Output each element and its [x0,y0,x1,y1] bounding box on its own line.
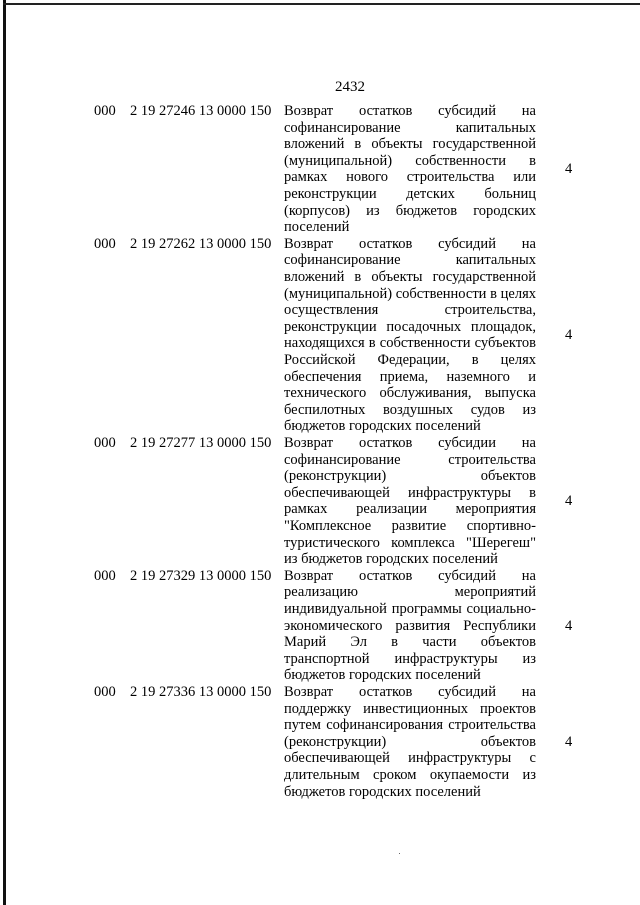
description-line: длительным сроком окупаемости из [284,766,536,783]
scan-left-edge [3,0,6,905]
description-line: поддержку инвестиционных проектов [284,700,536,717]
description-line: софинансирование капитальных [284,252,536,269]
description-line: (корпусов) из бюджетов городских [284,202,536,219]
description-line: Возврат остатков субсидий на [284,235,536,252]
amount-value: 4 [565,327,573,344]
admin-code: 000 [94,684,116,700]
description-line: обеспечивающей инфраструктуры с [284,750,536,767]
amount-value: 4 [565,733,573,750]
income-description [284,435,536,568]
amount-value: 4 [565,493,573,510]
description-line: обеспечивающей инфраструктуры в [284,484,536,501]
budget-classification-code: 2 19 27329 13 0000 150 [130,567,272,584]
admin-code: 000 [94,103,116,119]
amount-value: 4 [565,161,573,178]
budget-classification-code: 2 19 27246 13 0000 150 [130,103,272,119]
description-line: Возврат остатков субсидий на [284,567,536,584]
description-line: из бюджетов городских поселений [284,551,498,568]
description-line: рамках реализации мероприятия [284,501,536,518]
description-line: транспортной инфраструктуры из [284,650,536,667]
description-line: индивидуальной программы социально- [284,600,536,617]
description-line: Возврат остатков субсидий на [284,103,536,119]
admin-code: 000 [94,567,116,584]
description-line: вложений в объекты государственной [284,268,536,285]
scan-top-edge [3,3,640,5]
income-description [284,103,536,236]
description-line: Марий Эл в части объектов [284,634,536,651]
admin-code: 000 [94,235,116,252]
income-description [284,684,536,800]
description-line: реализацию мероприятий [284,584,536,601]
description-line: (реконструкции) объектов [284,468,536,485]
description-line: "Комплексное развитие спортивно- [284,517,536,534]
description-line: беспилотных воздушных судов из [284,401,536,418]
description-line: софинансирование капитальных [284,119,536,136]
description-line: бюджетов городских поселений [284,783,481,800]
budget-classification-code: 2 19 27277 13 0000 150 [130,435,272,451]
admin-code: 000 [94,435,116,451]
description-line: софинансирование строительства [284,451,536,468]
budget-classification-code: 2 19 27262 13 0000 150 [130,235,272,252]
description-line: Возврат остатков субсидий на [284,684,536,700]
description-line: осуществления строительства, [284,302,536,319]
description-line: реконструкции детских больниц [284,185,536,202]
description-line: Возврат остатков субсидии на [284,435,536,451]
description-line: вложений в объекты государственной [284,136,536,153]
description-line: (реконструкции) объектов [284,733,536,750]
description-line: обеспечения приема, наземного и [284,368,536,385]
description-line: технического обслуживания, выпуска [284,385,536,402]
description-line: туристического комплекса "Шерегеш" [284,534,536,551]
income-description [284,236,536,435]
description-line: поселений [284,219,350,236]
scan-speck [399,853,400,854]
budget-classification-code: 2 19 27336 13 0000 150 [130,684,272,700]
description-line: (муниципальной) собственности в целях [284,285,536,302]
description-line: находящихся в собственности субъектов [284,335,536,352]
description-line: экономического развития Республики [284,617,536,634]
description-line: бюджетов городских поселений [284,667,481,684]
description-line: бюджетов городских поселений [284,418,481,435]
amount-value: 4 [565,617,573,634]
description-line: реконструкции посадочных площадок, [284,318,536,335]
page-number: 2432 [335,79,365,95]
description-line: Российской Федерации, в целях [284,351,536,368]
income-description [284,568,536,684]
description-line: (муниципальной) собственности в [284,152,536,169]
description-line: путем софинансирования строительства [284,717,536,734]
description-line: рамках нового строительства или [284,169,536,186]
